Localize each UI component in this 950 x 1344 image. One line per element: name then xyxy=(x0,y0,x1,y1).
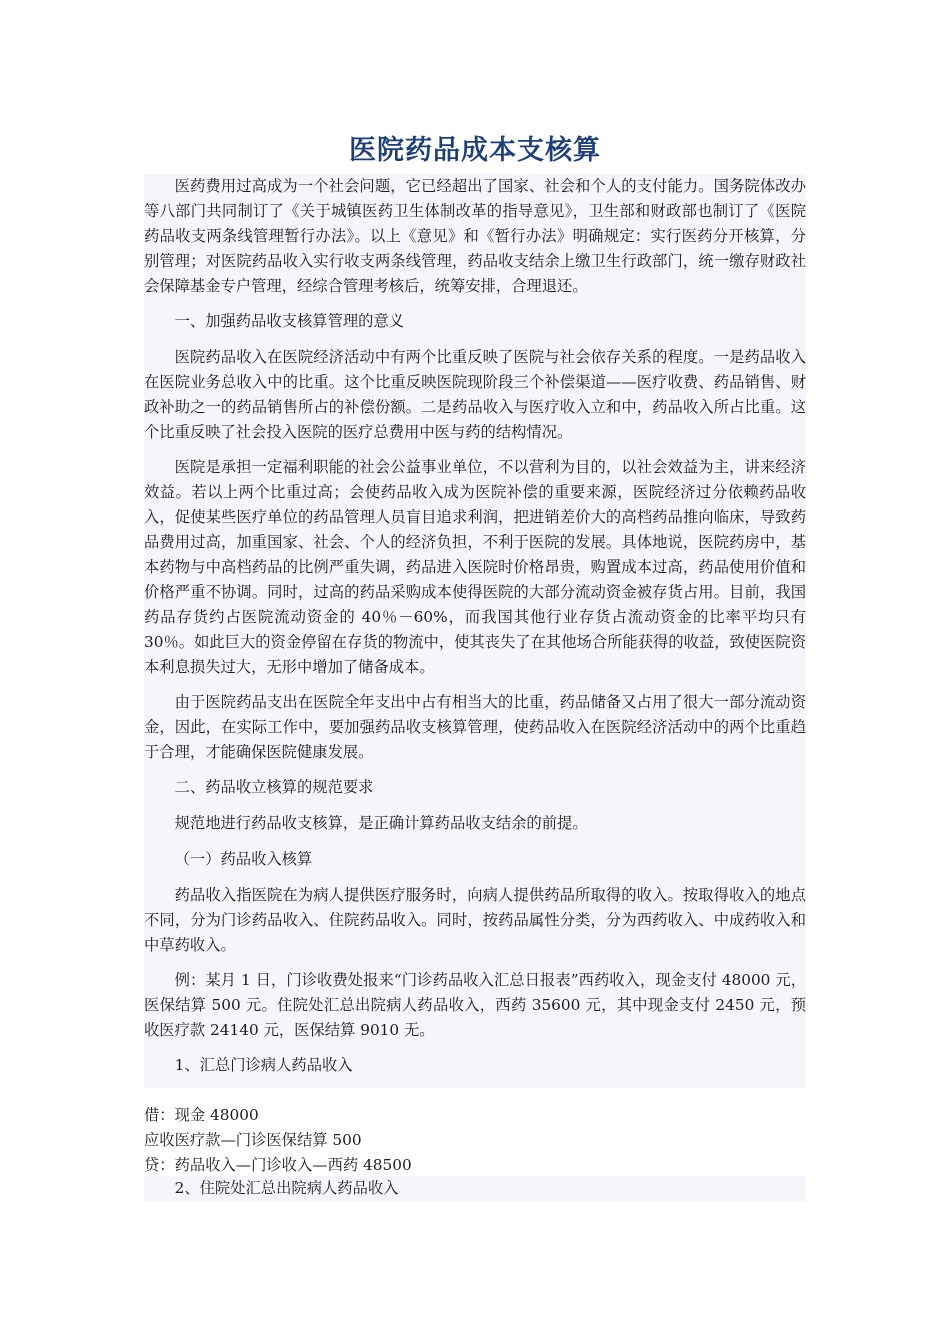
paragraph-example: 例：某月 1 日，门诊收费处报来“门诊药品收入汇总日报表”西药收入，现金支付 48000 元，医保结算 500 元。住院处汇总出院病人药品收入，西药 35600 元，其中现金支付 2450 元，预收医疗款 24140 元，医保结算 9010 无。 xyxy=(144,971,806,1039)
article-body xyxy=(144,174,806,1088)
paragraph-premise: 规范地进行药品收支核算，是正确计算药品收支结余的前提。 xyxy=(174,814,588,832)
journal-entry-receivable: 应收医疗款—门诊医保结算 500 xyxy=(144,1131,362,1149)
paragraph-definition: 药品收入指医院在为病人提供医疗服务时，向病人提供药品所取得的收入。按取得收入的地点不同，分为门诊药品收入、住院药品收入。同时，按药品属性分类，分为西药收入、中成药收入和中草药收入。 xyxy=(144,886,806,954)
paragraph-conclusion: 由于医院药品支出在医院全年支出中占有相当大的比重，药品储备又占用了很大一部分流动资金，因此，在实际工作中，要加强药品收支核算管理，使药品收入在医院经济活动中的两个比重趋于合理，才能确保医院健康发展。 xyxy=(144,693,806,761)
subsection-heading: （一）药品收入核算 xyxy=(174,850,313,868)
journal-entry-credit: 贷：药品收入—门诊收入—西药 48500 xyxy=(144,1156,412,1174)
step-heading-1: 1、汇总门诊病人药品收入 xyxy=(174,1056,353,1074)
section-heading-2: 二、药品收立核算的规范要求 xyxy=(174,778,374,796)
step-heading-2: 2、住院处汇总出院病人药品收入 xyxy=(144,1176,806,1201)
section-heading-1: 一、加强药品收支核算管理的意义 xyxy=(174,312,405,330)
page-title: 医院药品成本支核算 xyxy=(349,135,601,166)
paragraph-intro: 医药费用过高成为一个社会问题，它已经超出了国家、社会和个人的支付能力。国务院体改办等八部门共同制订了《关于城镇医药卫生体制改革的指导意见》，卫生部和财政部也制订了《医院药品收支两条线管理暂行办法》。以上《意见》和《暂行办法》明确规定：实行医药分开核算，分别管理；对医院药品收入实行收支两条线管理，药品收支结余上缴卫生行政部门，统一缴存财政社会保障基金专户管理，经综合管理考核后，统筹安排，合理退还。 xyxy=(144,177,806,295)
journal-entry-debit: 借：现金 48000 xyxy=(144,1106,259,1124)
paragraph-welfare: 医院是承担一定福利职能的社会公益事业单位，不以营利为目的，以社会效益为主，讲来经济效益。若以上两个比重过高；会使药品收入成为医院补偿的重要来源，医院经济过分依赖药品收入，促使某些医疗单位的药品管理人员盲目追求利润，把进销差价大的高档药品推向临床，导致药品费用过高，加重国家、社会、个人的经济负担，不利于医院的发展。具体地说，医院药房中，基本药物与中高档药品的比例严重失调，药品进入医院时价格昂贵，购置成本过高，药品使用价值和价格严重不协调。同时，过高的药品采购成本使得医院的大部分流动资金被存货占用。目前，我国药品存货约占医院流动资金的 40％－60%，而我国其他行业存货占流动资金的比率平均只有 30％。如此巨大的资金停留在存货的物流中，使其丧失了在其他场合所能获得的收益，致使医院资本利息损失过大，无形中增加了储备成本。 xyxy=(144,458,806,676)
paragraph-significance: 医院药品收入在医院经济活动中有两个比重反映了医院与社会依存关系的程度。一是药品收入在医院业务总收入中的比重。这个比重反映医院现阶段三个补偿渠道——医疗收费、药品销售、财政补助之一的药品销售所占的补偿份额。二是药品收入与医疗收入立和中，药品收入所占比重。这个比重反映了社会投入医院的医疗总费用中医与药的结构情况。 xyxy=(144,348,806,441)
